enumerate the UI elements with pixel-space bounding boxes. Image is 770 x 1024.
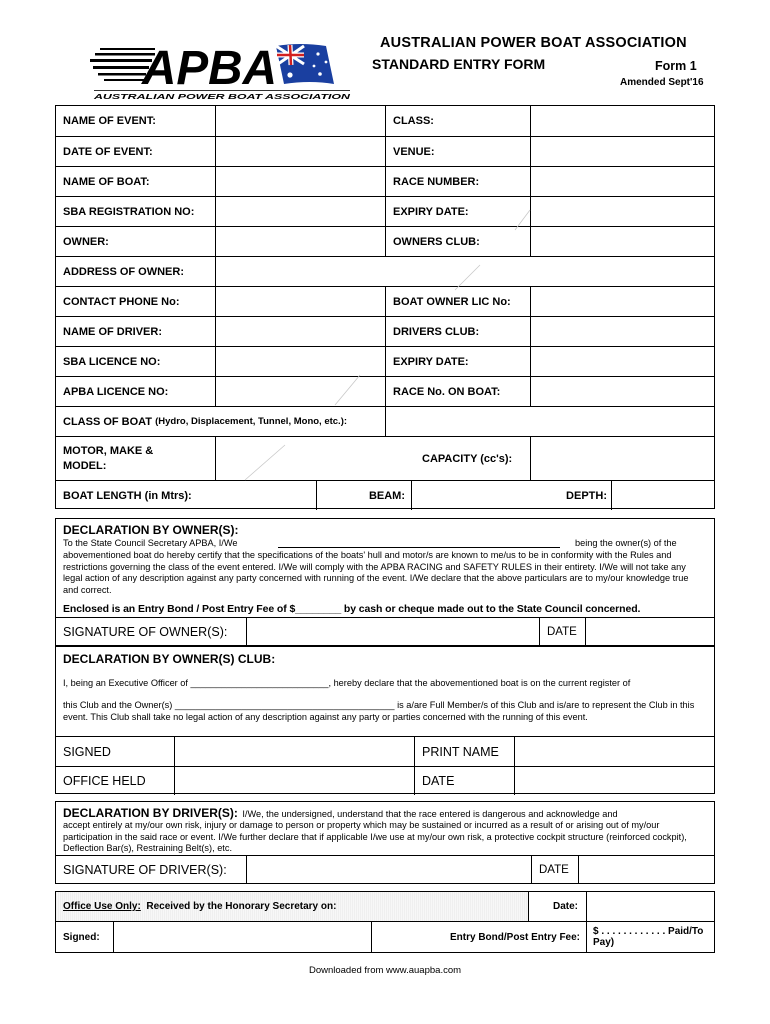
label-office-held: OFFICE HELD [63, 774, 146, 788]
club-declaration-line1: I, being an Executive Officer of ___________________________, hereby declare that the abovementioned boat is on the current register of [63, 678, 631, 688]
driver-declaration-body: accept entirely at my/our own risk, injury or damage to person or property which may be sustained or incurred as a result of or arising out of my/our participation in the said race or event. I/We further declare that if applicable I/we use at my/our own risk, a protective cockpit structure (reinforced cockpit), Deflection Bar(s), Restraining Belt(s), etc. [63, 820, 687, 854]
bond-fee-paid[interactable]: $ . . . . . . . . . . . . Paid/To Pay) [586, 922, 714, 952]
label-depth: DEPTH: [566, 489, 607, 502]
club-declaration-heading: DECLARATION BY OWNER(S) CLUB: [63, 652, 276, 666]
office-use-received [56, 892, 528, 922]
driver-signature-row [56, 855, 714, 884]
class-of-boat-hint: (Hydro, Displacement, Tunnel, Mono, etc.): [155, 416, 348, 427]
label-boat-name: NAME OF BOAT: [63, 175, 150, 188]
driver-declaration-first-line [63, 807, 708, 821]
label-venue: VENUE: [385, 137, 530, 166]
label-owner-date: DATE [539, 618, 585, 646]
logo-subtitle: AUSTRALIAN POWER BOAT ASSOCIATION [92, 92, 352, 101]
driver-declaration-heading: DECLARATION BY DRIVER(S): [63, 806, 238, 820]
owner-declaration-body: abovementioned boat do hereby certify that the specifications of the boats' hull and motor/s are known to me/us to be in conformity with the Rules and restrictions governing the class of the event entered. I/We will comply with the APBA RACING and SAFETY RULES in their entirety. I/We will not take any legal action of any description against any party concerned with running of the event. I/We declare that the above particulars are to my/our knowledge true and correct. [63, 550, 689, 595]
label-driver-signature: SIGNATURE OF DRIVER(S): [63, 863, 227, 877]
form-subtitle: STANDARD ENTRY FORM [372, 56, 546, 72]
label-expiry-date: EXPIRY DATE: [385, 197, 530, 226]
label-contact-phone: CONTACT PHONE No: [63, 295, 180, 308]
label-capacity: CAPACITY (cc's): [422, 452, 513, 465]
page-title: AUSTRALIAN POWER BOAT ASSOCIATION [380, 35, 687, 51]
driver-date-field[interactable] [578, 856, 714, 884]
driver-declaration [55, 801, 715, 884]
label-drivers-club: DRIVERS CLUB: [385, 317, 530, 346]
office-use-label: Office Use Only: [63, 901, 141, 912]
owner-names-line[interactable] [278, 547, 560, 548]
class-of-boat-label: CLASS OF BOAT [63, 415, 153, 428]
label-office-date: Date: [528, 892, 586, 922]
owner-declaration-intro: To the State Council Secretary APBA, I/We [63, 538, 238, 548]
label-licence-expiry: EXPIRY DATE: [385, 347, 530, 376]
label-owner: OWNER: [63, 235, 109, 248]
driver-signature-field[interactable] [246, 856, 531, 884]
label-owner-signature: SIGNATURE OF OWNER(S): [63, 625, 228, 639]
office-signed-field[interactable] [113, 922, 371, 952]
owner-declaration-intro-end: being the owner(s) of the [575, 538, 677, 548]
label-sba-licence: SBA LICENCE NO: [63, 355, 161, 368]
svg-text:APBA: APBA [141, 42, 277, 95]
label-office-signed: Signed: [63, 931, 100, 943]
label-owner-address: ADDRESS OF OWNER: [63, 265, 184, 278]
motor-label-line2: MODEL: [63, 459, 107, 472]
label-event-name: NAME OF EVENT: [63, 115, 156, 127]
office-date-field[interactable] [586, 892, 714, 922]
label-entry-bond-fee: Entry Bond/Post Entry Fee: [371, 922, 586, 952]
label-sba-registration: SBA REGISTRATION NO: [63, 205, 195, 218]
owner-signature-row [56, 617, 714, 646]
club-office-row [56, 766, 714, 795]
label-beam: BEAM: [316, 481, 411, 510]
label-event-date: DATE OF EVENT: [63, 145, 153, 158]
label-race-number: RACE NUMBER: [385, 167, 530, 196]
club-date-field[interactable] [514, 767, 714, 795]
received-by-label: Received by the Honorary Secretary on: [146, 901, 337, 912]
footer-download-note: Downloaded from www.auapba.com [308, 965, 462, 976]
club-declaration-line2: this Club and the Owner(s) ___________________________________________ is a/are Full Member/s of this Club and is/are to represent the Club in this event. This Club shall take no legal action of any description against any party or parties concerned with the running of this event. [63, 700, 695, 722]
form-number: Form 1 [655, 59, 697, 73]
office-held-field[interactable] [174, 767, 414, 795]
label-owners-club: OWNERS CLUB: [385, 227, 530, 256]
owner-signature-field[interactable] [246, 618, 539, 646]
club-declaration [55, 646, 715, 794]
print-name-field[interactable] [514, 737, 714, 767]
label-boat-owner-lic: BOAT OWNER LIC No: [385, 287, 530, 316]
label-signed: SIGNED [63, 745, 111, 759]
entry-bond-note: Enclosed is an Entry Bond / Post Entry Fee of $________ by cash or cheque made out to the State Council concerned. [63, 603, 641, 615]
label-club-date: DATE [414, 767, 514, 795]
label-print-name: PRINT NAME [414, 737, 514, 767]
label-apba-licence: APBA LICENCE NO: [63, 385, 169, 398]
office-use-section [55, 891, 715, 953]
owner-date-field[interactable] [585, 618, 714, 646]
amended-date: Amended Sept'16 [620, 77, 704, 88]
club-signed-row [56, 736, 714, 767]
label-boat-length: BOAT LENGTH (in Mtrs): [63, 489, 192, 502]
owner-declaration [55, 518, 715, 646]
label-class: CLASS: [385, 106, 530, 136]
owner-declaration-heading: DECLARATION BY OWNER(S): [63, 523, 239, 537]
driver-declaration-first: I/We, the undersigned, understand that the race entered is dangerous and acknowledge and [242, 809, 618, 819]
label-driver-name: NAME OF DRIVER: [63, 325, 162, 338]
club-signed-field[interactable] [174, 737, 414, 767]
motor-label-line1: MOTOR, MAKE & [63, 444, 154, 457]
label-race-no-on-boat: RACE No. ON BOAT: [385, 377, 530, 406]
label-driver-date: DATE [531, 856, 578, 884]
